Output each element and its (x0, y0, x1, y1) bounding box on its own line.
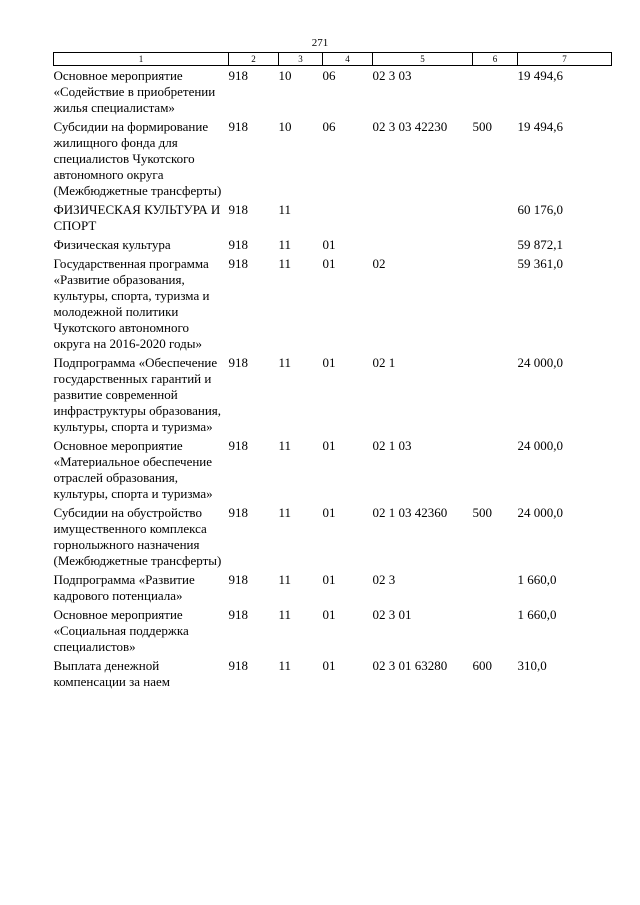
row-sum: 24 000,0 (517, 438, 563, 453)
row-ved: 918 (228, 355, 248, 370)
row-sum: 59 361,0 (517, 256, 563, 271)
row-target-article (373, 200, 473, 235)
row-name: Подпрограмма «Обеспечение государственных гарантий и развитие современной инфраструктуры образования, культуры, спорта и туризма» (53, 355, 222, 434)
row-name: Выплата денежной компенсации за наем (53, 658, 171, 689)
table-row (54, 117, 612, 200)
row-section: 11 (278, 607, 292, 622)
row-section: 11 (278, 256, 292, 271)
column-number-5: 5 (373, 53, 473, 66)
table-row (54, 235, 612, 254)
table-row (54, 605, 612, 656)
row-sum: 19 494,6 (517, 119, 563, 134)
row-subsection: 01 (322, 438, 336, 453)
row-subsection: 06 (322, 119, 336, 134)
row-name: ФИЗИЧЕСКАЯ КУЛЬТУРА И СПОРТ (53, 202, 221, 233)
row-expense-type: 500 (472, 505, 492, 520)
row-section: 11 (278, 658, 292, 673)
row-section: 11 (278, 572, 292, 587)
row-name: Подпрограмма «Развитие кадрового потенциала» (53, 572, 195, 603)
table-row (54, 66, 612, 118)
row-sum: 24 000,0 (517, 355, 563, 370)
row-section: 11 (278, 355, 292, 370)
column-number-7: 7 (518, 53, 612, 66)
row-section: 10 (278, 68, 292, 83)
row-subsection: 01 (322, 572, 336, 587)
column-number-6: 6 (473, 53, 518, 66)
row-name: Государственная программа «Развитие образования, культуры, спорта, туризма и молодежной политики Чукотского автономного округа на 2016-2020 годы» (53, 256, 210, 351)
row-ved: 918 (228, 237, 248, 252)
row-name: Основное мероприятие «Материальное обеспечение отраслей образования, культуры, спорта и туризма» (53, 438, 213, 501)
column-number-2: 2 (229, 53, 279, 66)
row-target-article: 02 1 (372, 355, 396, 370)
row-expense-type (473, 353, 518, 436)
row-name: Основное мероприятие «Содействие в приобретении жилья специалистам» (53, 68, 216, 115)
row-ved: 918 (228, 505, 248, 520)
row-name: Физическая культура (53, 237, 171, 252)
row-expense-type (473, 66, 518, 118)
row-target-article: 02 1 03 (372, 438, 412, 453)
row-ved: 918 (228, 68, 248, 83)
row-subsection: 01 (322, 505, 336, 520)
row-section: 11 (278, 237, 292, 252)
row-target-article: 02 3 03 (372, 68, 412, 83)
row-sum: 59 872,1 (517, 237, 563, 252)
page-number: 271 (311, 37, 329, 49)
row-section: 11 (278, 202, 292, 217)
row-subsection (323, 200, 373, 235)
row-sum: 1 660,0 (517, 572, 557, 587)
row-ved: 918 (228, 658, 248, 673)
table-row (54, 436, 612, 503)
row-sum: 60 176,0 (517, 202, 563, 217)
row-expense-type (473, 235, 518, 254)
row-ved: 918 (228, 607, 248, 622)
row-expense-type (473, 436, 518, 503)
row-section: 11 (278, 505, 292, 520)
row-name: Основное мероприятие «Социальная поддержка специалистов» (53, 607, 189, 654)
table-row (54, 353, 612, 436)
table-row (54, 254, 612, 353)
row-name: Субсидии на формирование жилищного фонда для специалистов Чукотского автономного округа (Межбюджетные трансферты) (53, 119, 222, 198)
row-target-article: 02 3 01 (372, 607, 412, 622)
row-ved: 918 (228, 202, 248, 217)
row-section: 11 (278, 438, 292, 453)
column-number-4: 4 (323, 53, 373, 66)
row-sum: 19 494,6 (517, 68, 563, 83)
row-expense-type (473, 570, 518, 605)
budget-table (53, 52, 612, 691)
row-section: 10 (278, 119, 292, 134)
column-number-1: 1 (54, 53, 229, 66)
row-subsection: 01 (322, 237, 336, 252)
table-row (54, 200, 612, 235)
row-name: Субсидии на обустройство имущественного комплекса горнолыжного назначения (Межбюджетные трансферты) (53, 505, 222, 568)
row-subsection: 06 (322, 68, 336, 83)
table-row (54, 570, 612, 605)
row-sum: 310,0 (517, 658, 547, 673)
row-target-article: 02 3 01 63280 (372, 658, 448, 673)
row-expense-type (473, 254, 518, 353)
row-subsection: 01 (322, 658, 336, 673)
row-expense-type (473, 605, 518, 656)
row-target-article: 02 3 (372, 572, 396, 587)
column-number-header (54, 53, 612, 66)
column-number-3: 3 (279, 53, 323, 66)
row-ved: 918 (228, 572, 248, 587)
row-expense-type (473, 200, 518, 235)
row-expense-type: 500 (472, 119, 492, 134)
row-target-article: 02 1 03 42360 (372, 505, 448, 520)
row-subsection: 01 (322, 607, 336, 622)
row-subsection: 01 (322, 355, 336, 370)
row-expense-type: 600 (472, 658, 492, 673)
row-ved: 918 (228, 256, 248, 271)
row-subsection: 01 (322, 256, 336, 271)
row-sum: 24 000,0 (517, 505, 563, 520)
row-ved: 918 (228, 119, 248, 134)
row-ved: 918 (228, 438, 248, 453)
row-target-article: 02 3 03 42230 (372, 119, 448, 134)
table-row (54, 503, 612, 570)
row-target-article (373, 235, 473, 254)
table-row (54, 656, 612, 691)
row-sum: 1 660,0 (517, 607, 557, 622)
row-target-article: 02 (372, 256, 386, 271)
